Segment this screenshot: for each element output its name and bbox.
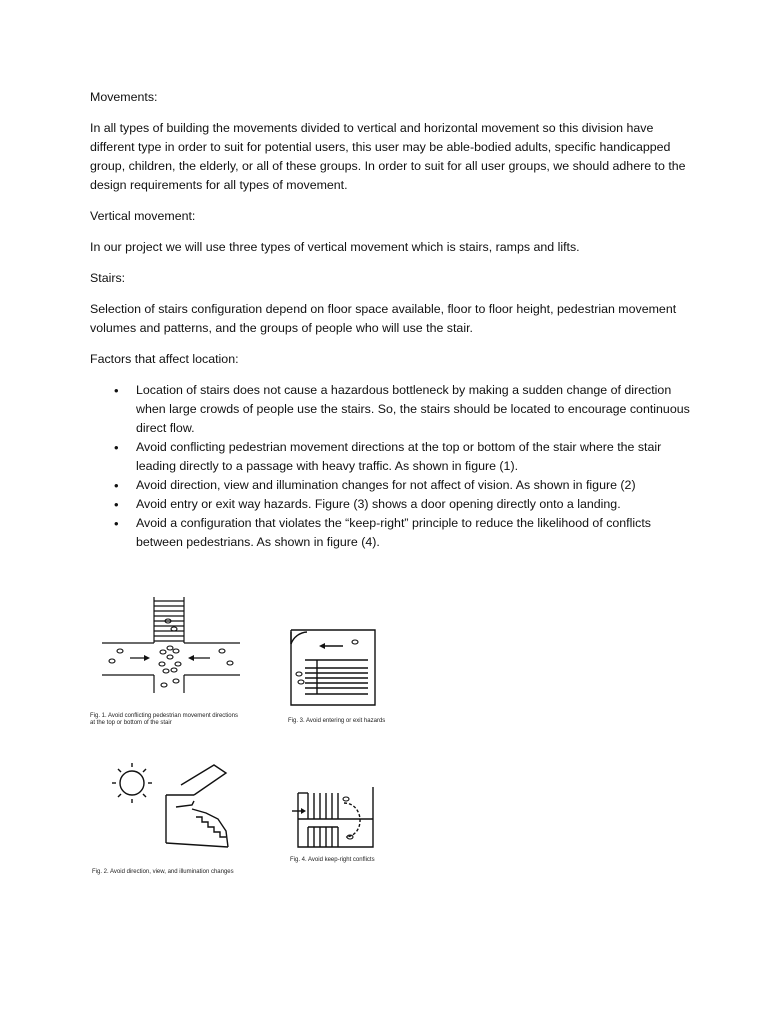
figure-3 — [283, 620, 386, 724]
figure-2-drawing — [96, 755, 266, 865]
paragraph-vertical-movement: In our project we will use three types of vertical movement which is stairs, ramps and lifts. — [90, 240, 580, 254]
heading-factors: Factors that affect location: — [90, 352, 239, 366]
figure-2-caption: Fig. 2. Avoid direction, view, and illumination changes — [92, 869, 234, 875]
paragraph-stairs: Selection of stairs configuration depend on floor space available, floor to floor height, pedestrian movement volumes and patterns, and the groups of people who will use the stair. — [90, 302, 677, 335]
factors-list — [90, 381, 690, 552]
list-item: • Avoid conflicting pedestrian movement directions at the top or bottom of the stair where the stair leading directly to a passage with heavy traffic. As shown in figure (1). — [136, 438, 690, 476]
figure-3-caption: Fig. 3. Avoid entering or exit hazards — [288, 718, 386, 724]
figure-4-caption: Fig. 4. Avoid keep-right conflicts — [290, 857, 375, 863]
heading-stairs: Stairs: — [90, 271, 126, 285]
paragraph-movements: In all types of building the movements divided to vertical and horizontal movement so this division have different type in order to suit for potential users, this user may be able-bodied adults, specific handicapped group, children, the elderly, or all of these groups. In order to suit for all user groups, we should adhere to the design requirements for all types of movement. — [90, 121, 686, 192]
figure-3-drawing — [283, 620, 383, 715]
list-item: • Avoid a configuration that violates the “keep-right” principle to reduce the likelihood of conflicts between pedestrians. As shown in figure (4). — [136, 514, 690, 552]
heading-movements: Movements: — [90, 90, 158, 104]
figure-1-caption: Fig. 1. Avoid conflicting pedestrian movement directions at the top or bottom of the stair — [90, 713, 238, 726]
figure-4 — [288, 775, 383, 863]
figure-4-drawing — [288, 775, 383, 855]
figure-1 — [90, 585, 260, 726]
figure-2 — [92, 755, 266, 875]
figure-1-drawing — [90, 585, 260, 710]
list-item: • Avoid direction, view and illumination changes for not affect of vision. As shown in figure (2) — [136, 476, 690, 495]
heading-vertical-movement: Vertical movement: — [90, 209, 196, 223]
list-item: • Location of stairs does not cause a hazardous bottleneck by making a sudden change of direction when large crowds of people use the stairs. So, the stairs should be located to encourage continuous direct flow. — [136, 381, 690, 438]
figures-panel — [88, 585, 398, 885]
list-item: • Avoid entry or exit way hazards. Figure (3) shows a door opening directly onto a landing. — [136, 495, 690, 514]
document-body — [90, 88, 690, 552]
